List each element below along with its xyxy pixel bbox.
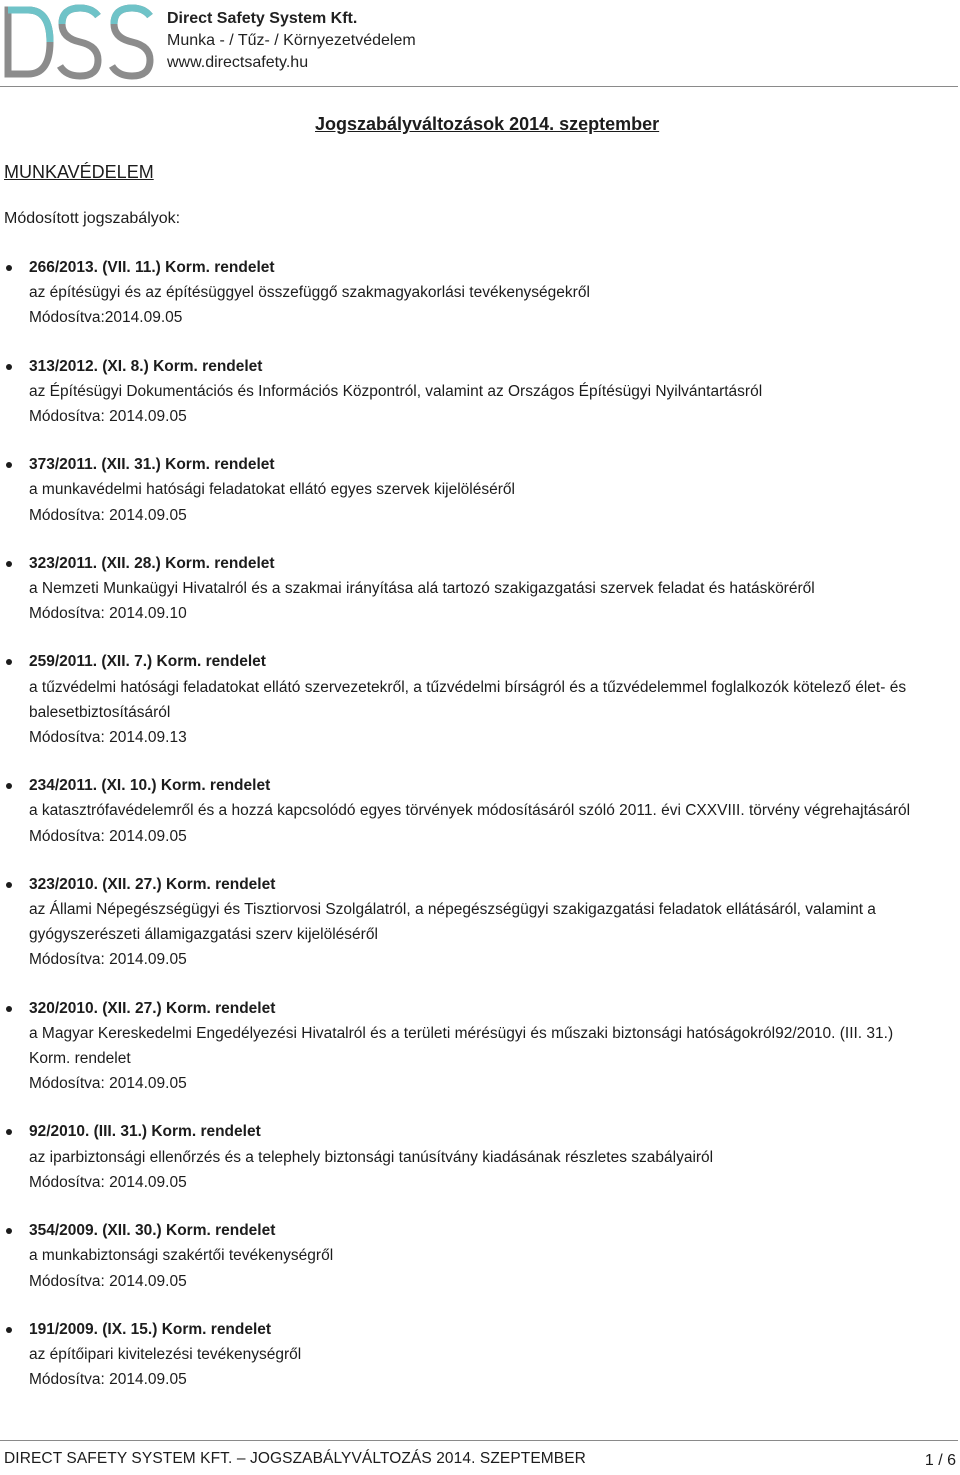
regulation-item (0, 255, 960, 331)
document-title: Jogszabályváltozások 2014. szeptember (315, 114, 660, 134)
regulation-reference: 92/2010. (III. 31.) Korm. rendelet (29, 1123, 261, 1141)
section-title: MUNKAVÉDELEM (4, 162, 154, 182)
subtitle: Módosított jogszabályok: (4, 210, 181, 227)
regulation-description: a Nemzeti Munkaügyi Hivatalról és a szakmai irányítása alá tartozó szakigazgatási szervek feladat és hatásköréről (29, 580, 815, 598)
regulation-item (0, 1317, 960, 1393)
regulation-reference: 259/2011. (XII. 7.) Korm. rendelet (29, 653, 266, 671)
bullet-icon (6, 659, 12, 665)
page-number: 1 / 6 (924, 1452, 956, 1469)
modification-date: Módosítva: 2014.09.05 (29, 827, 187, 845)
regulation-reference: 266/2013. (VII. 11.) Korm. rendelet (29, 259, 275, 276)
regulation-description: a tűzvédelmi hatósági feladatokat ellátó szervezetekről, a tűzvédelmi bírságról és a tűzvédelemmel foglalkozók kötelező élet- és balesetbiztosításáról (29, 678, 907, 721)
regulation-description: a munkabiztonsági szakértői tevékenységről (29, 1247, 334, 1265)
regulation-description: az építésügyi és az építésüggyel összefüggő szakmagyakorlási tevékenységekről (29, 284, 590, 302)
modification-date: Módosítva: 2014.09.13 (29, 729, 187, 747)
regulation-reference: 191/2009. (IX. 15.) Korm. rendelet (29, 1320, 272, 1338)
regulation-description: a munkavédelmi hatósági feladatokat ellátó egyes szervek kijelöléséről (29, 481, 515, 499)
page-header (0, 0, 960, 88)
modification-date: Módosítva: 2014.09.05 (29, 1371, 187, 1389)
bullet-icon (6, 1327, 12, 1333)
regulation-item (0, 551, 960, 627)
company-tagline: Munka - / Tűz- / Környezetvédelem (167, 32, 416, 49)
dss-logo (2, 4, 158, 80)
bullet-icon (6, 265, 12, 271)
bullet-icon (6, 364, 12, 370)
regulation-reference: 320/2010. (XII. 27.) Korm. rendelet (29, 999, 276, 1017)
regulation-description: a Magyar Kereskedelmi Engedélyezési Hivatalról és a területi mérésügyi és műszaki biztonsági hatóságokról92/2010. (III. 31.) Korm. rendelet (29, 1024, 894, 1068)
regulation-reference: 234/2011. (XI. 10.) Korm. rendelet (29, 777, 271, 795)
regulation-reference: 323/2010. (XII. 27.) Korm. rendelet (29, 875, 276, 893)
regulation-item (0, 872, 960, 973)
regulation-item (0, 1119, 960, 1195)
bullet-icon (6, 1228, 12, 1234)
company-name: Direct Safety System Kft. (167, 10, 358, 27)
footer-divider (0, 1440, 958, 1441)
regulation-reference: 323/2011. (XII. 28.) Korm. rendelet (29, 554, 275, 572)
regulation-description: az iparbiztonsági ellenőrzés és a telephely biztonsági tanúsítvány kiadásának részletes szabályairól (29, 1148, 714, 1166)
modification-date: Módosítva: 2014.09.10 (29, 605, 187, 623)
regulation-item (0, 354, 960, 430)
header-divider (0, 86, 958, 87)
modification-date: Módosítva: 2014.09.05 (29, 1272, 187, 1290)
regulation-description: az Építésügyi Dokumentációs és Információs Központról, valamint az Országos Építésügyi Nyilvántartásról (29, 382, 763, 400)
regulation-item (0, 773, 960, 849)
footer-text: DIRECT SAFETY SYSTEM KFT. – JOGSZABÁLYVÁLTOZÁS 2014. SZEPTEMBER (4, 1450, 586, 1467)
regulation-item (0, 452, 960, 528)
bullet-icon (6, 462, 12, 468)
modification-date: Módosítva: 2014.09.05 (29, 1173, 187, 1191)
regulation-description: az építőipari kivitelezési tevékenységről (29, 1345, 302, 1363)
bullet-icon (6, 561, 12, 567)
bullet-icon (6, 1129, 12, 1135)
regulation-list (0, 255, 960, 1415)
regulation-description: a katasztrófavédelemről és a hozzá kapcsolódó egyes törvények módosításáról szóló 2011. évi CXXVIII. törvény végrehajtásáról (29, 802, 911, 820)
modification-date: Módosítva: 2014.09.05 (29, 408, 187, 426)
company-website[interactable]: www.directsafety.hu (167, 54, 309, 71)
modification-date: Módosítva: 2014.09.05 (29, 1075, 187, 1093)
regulation-reference: 313/2012. (XI. 8.) Korm. rendelet (29, 357, 263, 375)
bullet-icon (6, 882, 12, 888)
regulation-item (0, 649, 960, 750)
regulation-reference: 373/2011. (XII. 31.) Korm. rendelet (29, 456, 275, 474)
regulation-item (0, 1218, 960, 1294)
regulation-reference: 354/2009. (XII. 30.) Korm. rendelet (29, 1222, 276, 1240)
modification-date: Módosítva:2014.09.05 (29, 309, 183, 327)
modification-date: Módosítva: 2014.09.05 (29, 951, 187, 969)
company-info (167, 8, 416, 74)
bullet-icon (6, 783, 12, 789)
bullet-icon (6, 1006, 12, 1012)
modification-date: Módosítva: 2014.09.05 (29, 506, 187, 524)
regulation-description: az Állami Népegészségügyi és Tisztiorvosi Szolgálatról, a népegészségügyi szakigazgatási feladatok ellátásáról, valamint a gyógyszerészeti államigazgatási szerv kijelöléséről (29, 901, 876, 944)
regulation-item (0, 996, 960, 1097)
